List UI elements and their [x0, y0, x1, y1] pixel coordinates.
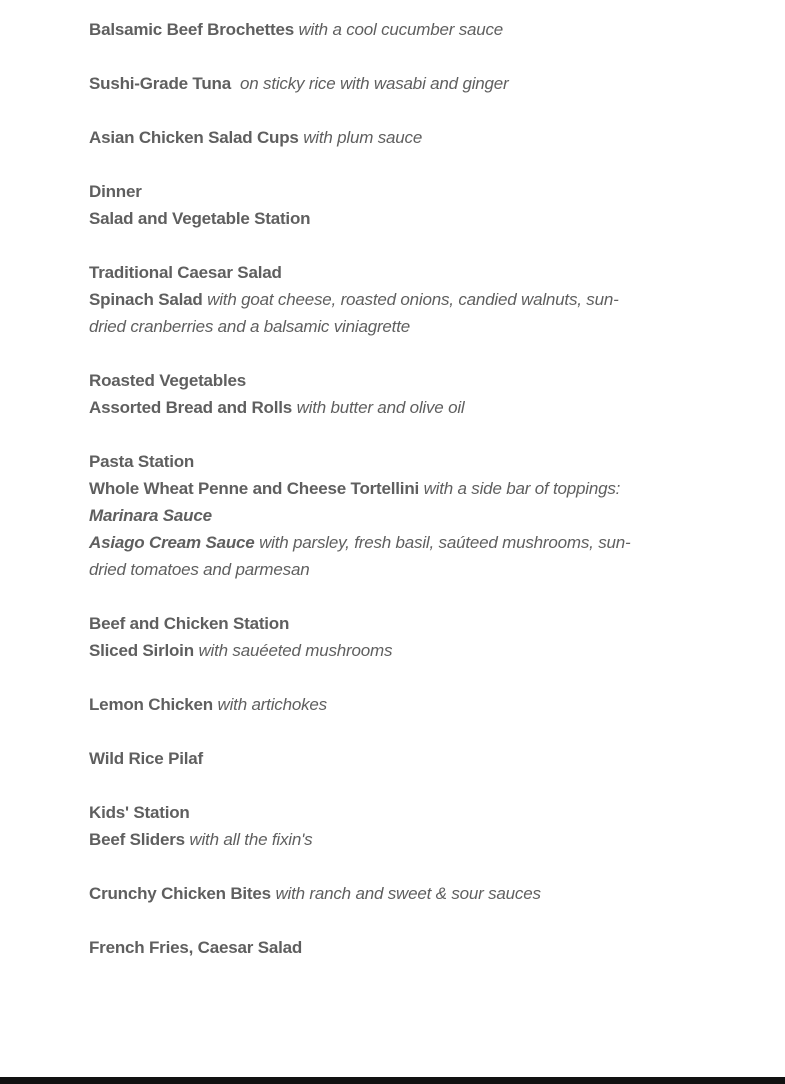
- item-description: with sauéeted mushrooms: [198, 641, 393, 660]
- menu-item-asiago-cream-sauce: [89, 529, 649, 583]
- item-name: Crunchy Chicken Bites: [89, 884, 271, 903]
- section-heading-dinner: Dinner: [89, 182, 142, 201]
- menu-item-penne-tortellini: [89, 475, 649, 502]
- station-heading-kids: Kids' Station: [89, 803, 190, 822]
- item-name: Spinach Salad: [89, 290, 203, 309]
- item-name: Lemon Chicken: [89, 695, 213, 714]
- item-name: Roasted Vegetables: [89, 371, 247, 390]
- menu-item-caesar-salad: [89, 259, 649, 286]
- page-bottom-border: [0, 1077, 785, 1084]
- menu-item-spinach-salad: [89, 286, 649, 340]
- menu-item-bread-rolls: [89, 394, 649, 421]
- item-name: Asian Chicken Salad Cups: [89, 128, 299, 147]
- menu-item-fries-caesar: [89, 934, 649, 961]
- menu-item-asian-chicken: [89, 124, 649, 151]
- menu-item-balsamic-beef: [89, 16, 649, 43]
- item-name: Whole Wheat Penne and Cheese Tortellini: [89, 479, 420, 498]
- item-description: with artichokes: [217, 695, 327, 714]
- item-description: with goat cheese, roasted onions, candied walnuts, sun-dried cranberries and a balsamic viniagrette: [89, 290, 619, 336]
- item-description: with a side bar of toppings:: [423, 479, 621, 498]
- item-name: Beef Sliders: [89, 830, 185, 849]
- menu-item-roasted-vegetables: [89, 367, 649, 394]
- item-description: with all the fixin's: [189, 830, 313, 849]
- item-name: Wild Rice Pilaf: [89, 749, 203, 768]
- item-name: Marinara Sauce: [89, 506, 212, 525]
- item-description: on sticky rice with wasabi and ginger: [240, 74, 509, 93]
- item-name: Asiago Cream Sauce: [89, 533, 255, 552]
- menu-item-beef-sliders: [89, 826, 649, 853]
- menu-item-marinara-sauce: [89, 502, 649, 529]
- menu-item-lemon-chicken: [89, 691, 649, 718]
- station-heading-beef-chicken: Beef and Chicken Station: [89, 614, 290, 633]
- item-name: Traditional Caesar Salad: [89, 263, 282, 282]
- item-name: Assorted Bread and Rolls: [89, 398, 293, 417]
- menu-document: [89, 16, 649, 961]
- item-name: French Fries, Caesar Salad: [89, 938, 303, 957]
- item-description: with a cool cucumber sauce: [298, 20, 504, 39]
- item-name: Sliced Sirloin: [89, 641, 194, 660]
- item-name: Balsamic Beef Brochettes: [89, 20, 294, 39]
- station-heading-salad: Salad and Vegetable Station: [89, 209, 311, 228]
- menu-item-sliced-sirloin: [89, 637, 649, 664]
- item-description: with butter and olive oil: [296, 398, 465, 417]
- menu-item-chicken-bites: [89, 880, 649, 907]
- station-heading-pasta: Pasta Station: [89, 452, 195, 471]
- item-description: with parsley, fresh basil, saúteed mushrooms, sun-dried tomatoes and parmesan: [89, 533, 631, 579]
- item-name: Sushi-Grade Tuna: [89, 74, 231, 93]
- item-description: with plum sauce: [303, 128, 423, 147]
- item-description: with ranch and sweet & sour sauces: [275, 884, 541, 903]
- menu-item-wild-rice-pilaf: [89, 745, 649, 772]
- menu-item-sushi-tuna: [89, 70, 649, 97]
